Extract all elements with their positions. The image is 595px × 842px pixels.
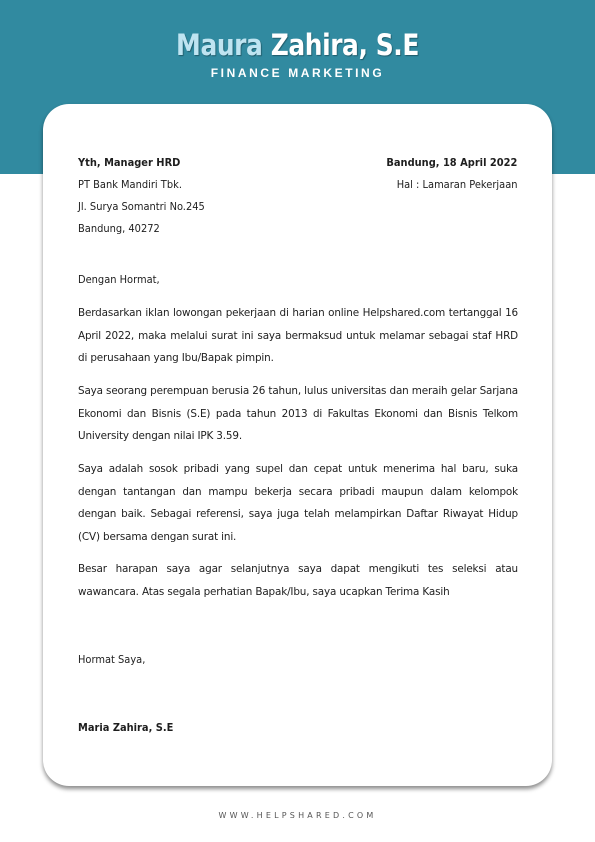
body-paragraph-4: Besar harapan saya agar selanjutnya saya dapat mengikuti tes seleksi atau wawancara. Atas segala perhatian Bapak/Ibu, saya ucapkan Terima Kasih — [78, 563, 518, 598]
applicant-name — [42, 28, 554, 62]
recipient-salutation: Yth, Manager HRD — [78, 157, 181, 169]
body-paragraph-1: Berdasarkan iklan lowongan pekerjaan di harian online Helpshared.com tertanggal 16 April 2022, maka melalui surat ini saya bermaksud untuk melamar sebagai staf HRD di perusahaan yang Ibu/Bapak pimpin. — [78, 307, 518, 364]
applicant-last-name: Zahira, S.E — [262, 28, 419, 62]
applicant-first-name: Maura — [176, 28, 263, 62]
subject-line: Hal : Lamaran Pekerjaan — [396, 179, 517, 191]
applicant-role: FINANCE MARKETING — [210, 66, 385, 80]
footer-website: WWW.HELPSHARED.COM — [218, 811, 377, 820]
signature-name: Maria Zahira, S.E — [78, 722, 174, 734]
recipient-street: Jl. Surya Somantri No.245 — [78, 201, 205, 213]
recipient-city: Bandung, 40272 — [78, 223, 160, 235]
closing: Hormat Saya, — [78, 654, 146, 666]
place-date: Bandung, 18 April 2022 — [386, 157, 517, 169]
greeting: Dengan Hormat, — [78, 274, 160, 286]
body-paragraph-2: Saya seorang perempuan berusia 26 tahun, lulus universitas dan meraih gelar Sarjana Ekonomi dan Bisnis (S.E) pada tahun 2013 di Fakultas Ekonomi dan Bisnis Telkom University dengan nilai IPK 3.59. — [78, 385, 518, 442]
body-paragraph-3: Saya adalah sosok pribadi yang supel dan cepat untuk menerima hal baru, suka dengan tantangan dan mampu bekerja secara pribadi maupun dalam kelompok dengan baik. Sebagai referensi, saya juga telah melampirkan Daftar Riwayat Hidup (CV) bersama dengan surat ini. — [78, 463, 518, 543]
recipient-company: PT Bank Mandiri Tbk. — [78, 179, 182, 191]
